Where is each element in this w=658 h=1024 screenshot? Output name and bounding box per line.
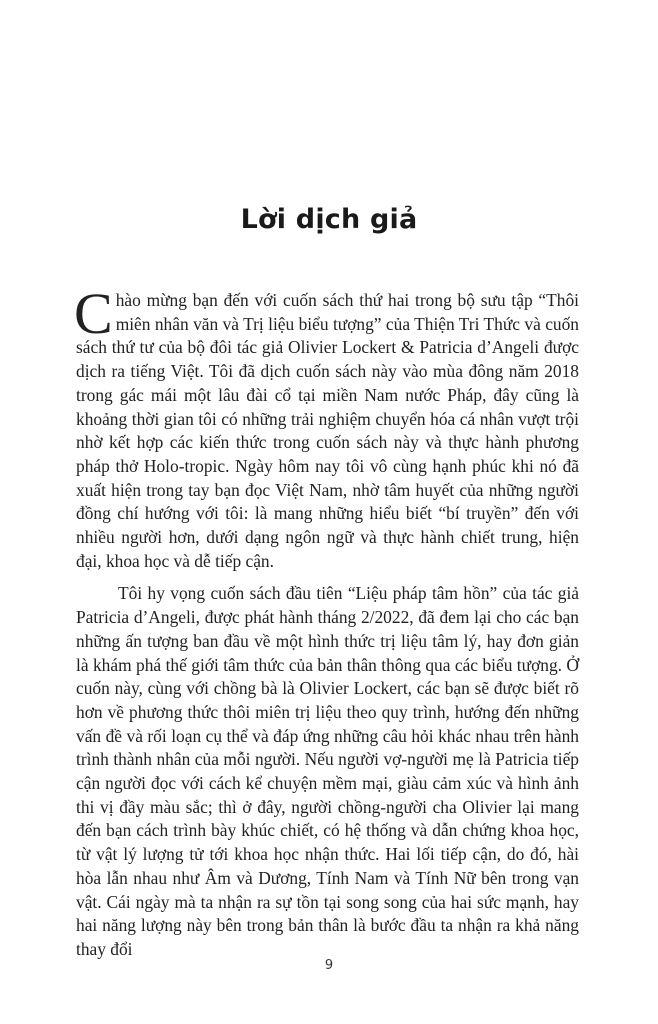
paragraph-second [76, 582, 579, 961]
paragraph-intro [74, 281, 579, 573]
drop-cap: C [74, 281, 113, 346]
body-text [74, 281, 579, 962]
paragraph-intro-text: hào mừng bạn đến với cuốn sách thứ hai trong bộ sưu tập “Thôi miên nhân văn và Trị liệu biểu tượng” của Thiện Tri Thức và cuốn sách thứ tư của bộ đôi tác giả Olivier Lockert & Patricia d’Angeli được dịch ra tiếng Việt. Tôi đã dịch cuốn sách này vào mùa đông năm 2018 trong gác mái một lâu đài cổ tại miền Nam nước Pháp, đây cũng là khoảng thời gian tôi có những trải nghiệm chuyển hóa cá nhân vượt trội nhờ kết hợp các kiến thức trong cuốn sách này và thực hành phương pháp thở Holo-tropic. Ngày hôm nay tôi vô cùng hạnh phúc khi nó đã xuất hiện trong tay bạn đọc Việt Nam, nhờ tâm huyết của những người đồng chí hướng với tôi: là mang những hiểu biết “bí truyền” đến với nhiều người hơn, dưới dạng ngôn ngữ và thực hành chiết trung, hiện đại, khoa học và dễ tiếp cận. [76, 290, 579, 571]
page-number: 9 [324, 958, 334, 973]
paragraph-second-text: Tôi hy vọng cuốn sách đầu tiên “Liệu pháp tâm hồn” của tác giả Patricia d’Angeli, được phát hành tháng 2/2022, đã đem lại cho các bạn những ấn tượng ban đầu về một hình thức trị liệu tâm lý, hay đơn giản là khám phá thế giới tâm thức của bản thân thông qua các biểu tượng. Ở cuốn này, cùng với chồng bà là Olivier Lockert, các bạn sẽ được biết rõ hơn về phương thức thôi miên trị liệu theo quy trình, hướng đến những vấn đề và rối loạn cụ thể và đáp ứng những câu hỏi khác nhau trên hành trình thành nhân của mỗi người. Nếu người vợ-người mẹ là Patricia tiếp cận người đọc với cách kể chuyện mềm mại, giàu cảm xúc và hình ảnh thi vị đầy màu sắc; thì ở đây, người chồng-người cha Olivier lại mang đến bạn cách trình bày khúc chiết, có hệ thống và dẫn chứng khoa học, từ vật lý lượng tử tới khoa học nhận thức. Hai lối tiếp cận, do đó, hài hòa lẫn nhau như Âm và Dương, Tính Nam và Tính Nữ bên trong vạn vật. Cái ngày mà ta nhận ra sự tồn tại song song của hai sức mạnh, hay hai năng lượng này bên trong bản thân là bước đầu ta nhận ra khả năng thay đổi [76, 583, 579, 959]
chapter-title: Lời dịch giả [240, 204, 418, 235]
